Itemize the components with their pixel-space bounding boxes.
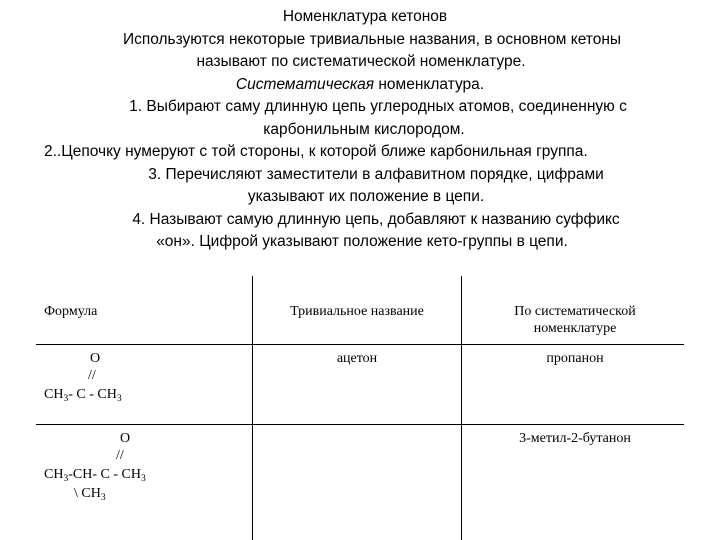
formula-chain: $CH_3-$ C - $CH_3$ [44,387,122,404]
row-1-systematic: пропанон [546,351,604,366]
rule-4-line-2: «он». Цифрой указывают положение кето-группы в цепи. [156,233,568,250]
header-systematic-line-1: По систематической [514,304,636,319]
rule-3-line-1: 3. Перечисляют заместители в алфавитном порядке, цифрами [148,165,604,183]
row-2-systematic: 3-метил-2-бутанон [519,431,631,446]
rule-1-line-1: 1. Выбирают саму длинную цепь углеродных атомов, соединенную с [129,98,627,115]
rule-3-line-2: указывают их положение в цепи. [247,188,485,205]
table-row [44,430,146,502]
formula-branch: \ $CH_3$ [74,486,106,503]
formula-oxygen: O [90,351,101,366]
formula-double-bond: // [116,448,124,463]
document-title: Номенклатура кетонов [282,8,448,25]
header-formula: Формула [44,304,98,319]
formula-double-bond: // [88,368,96,383]
table-rule-row-1 [36,424,684,425]
rule-1-line-2: карбонильным кислородом. [263,120,465,138]
table-divider-left [252,276,253,540]
rule-2-line-1: 2..Цепочку нумеруют с той стороны, к которой ближе карбонильная группа. [44,143,588,160]
formula-chain: $CH_3-CH-$ C - $CH_3$ [44,467,146,484]
systematic-heading [0,74,720,97]
formula-oxygen: O [120,431,131,446]
table-divider-right [461,276,462,540]
systematic-rest: номенклатура. [374,75,485,93]
header-systematic [470,303,680,337]
row-1-trivial: ацетон [336,351,378,366]
header-systematic-line-2: номенклатуре [533,321,617,336]
table-row [44,350,122,403]
rule-4-line-1: 4. Называют самую длинную цепь, добавляют к названию суффикс [132,210,620,228]
header-trivial: Тривиальное название [290,304,424,319]
systematic-italic: Систематическая [235,75,375,93]
intro-line-1: Используются некоторые тривиальные названия, в основном кетоны [122,30,622,48]
intro-line-2: называют по систематической номенклатуре. [196,53,526,70]
table-rule-header [36,344,684,345]
document-text [0,6,720,254]
